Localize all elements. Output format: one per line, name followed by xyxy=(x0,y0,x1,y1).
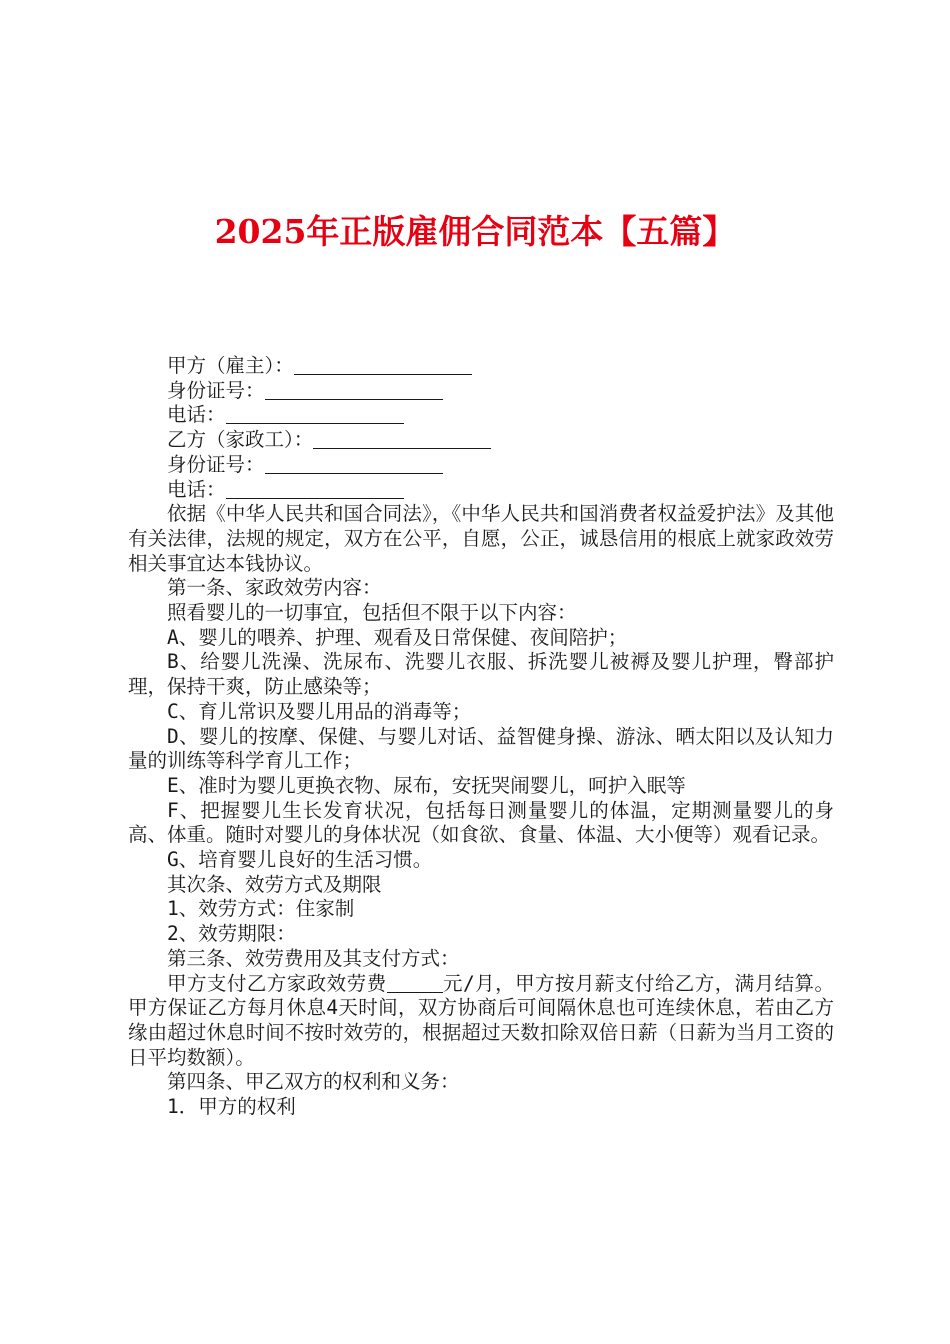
party-a-rights-heading: 1．甲方的权利 xyxy=(167,1095,296,1119)
party-a-label: 甲方（雇主）： xyxy=(167,354,294,377)
item-d: D、婴儿的按摩、保健、与婴儿对话、益智健身操、游泳、晒太阳以及认知力量的训练等科学育儿工作； xyxy=(128,724,834,773)
article-1-lead: 照看婴儿的一切事宜，包括但不限于以下内容： xyxy=(167,601,577,625)
service-term: 2、效劳期限： xyxy=(167,922,296,946)
item-e: E、准时为婴儿更换衣物、尿布，安抚哭闹婴儿，呵护入眠等 xyxy=(167,773,686,797)
item-c: C、育儿常识及婴儿用品的消毒等； xyxy=(167,699,472,723)
intro-paragraph: 依据《中华人民共和国合同法》，《中华人民共和国消费者权益爱护法》及其他有关法律，法规的规定，双方在公平，自愿，公正，诚恳信用的根底上就家政效劳相关事宜达本钱协议。 xyxy=(128,502,834,575)
phone-b-blank[interactable] xyxy=(226,480,404,499)
article-2-heading: 其次条、效劳方式及期限 xyxy=(167,872,382,896)
item-g: G、培育婴儿良好的生活习惯。 xyxy=(167,848,433,872)
fee-paragraph xyxy=(128,972,834,1071)
item-b: B、给婴儿洗澡、洗尿布、洗婴儿衣服、拆洗婴儿被褥及婴儿护理，臀部护理，保持干爽，防止感染等； xyxy=(128,650,834,699)
item-f: F、把握婴儿生长发育状况，包括每日测量婴儿的体温，定期测量婴儿的身高、体重。随时对婴儿的身体状况（如食欲、食量、体温、大小便等）观看记录。 xyxy=(128,798,834,847)
id-a-blank[interactable] xyxy=(265,381,443,400)
phone-b-label: 电话： xyxy=(167,477,226,501)
id-a-field xyxy=(128,379,834,404)
fee-text-before: 甲方支付乙方家政效劳费 xyxy=(167,971,387,995)
party-a-blank[interactable] xyxy=(294,356,472,375)
party-a-field xyxy=(128,354,834,379)
phone-b-field xyxy=(128,478,834,503)
article-3-heading: 第三条、效劳费用及其支付方式： xyxy=(167,946,460,970)
document-title: 2025年正版雇佣合同范本【五篇】 xyxy=(214,212,736,251)
article-4-heading: 第四条、甲乙双方的权利和义务： xyxy=(167,1070,460,1094)
fee-text-after: 元/月，甲方按月薪支付给乙方，满月结算。甲方保证乙方每月休息4天时间，双方协商后可间隔休息也可连续休息，若由乙方缘由超过休息时间不按时效劳的，根据超过天数扣除双倍日薪（日薪为当月工资的日平均数额）。 xyxy=(128,971,834,1069)
phone-a-field xyxy=(128,403,834,428)
party-b-blank[interactable] xyxy=(313,430,491,449)
id-b-field xyxy=(128,453,834,478)
id-b-label: 身份证号： xyxy=(167,452,265,476)
contract-body xyxy=(128,354,834,1120)
fee-blank[interactable] xyxy=(387,974,443,993)
party-b-label: 乙方（家政工）： xyxy=(167,428,314,452)
phone-a-label: 电话： xyxy=(167,403,226,427)
id-b-blank[interactable] xyxy=(265,455,443,474)
phone-a-blank[interactable] xyxy=(226,405,404,424)
id-a-label: 身份证号： xyxy=(167,378,265,402)
service-mode: 1、效劳方式：住家制 xyxy=(167,897,355,921)
item-a: A、婴儿的喂养、护理、观看及日常保健、夜间陪护； xyxy=(167,625,628,649)
party-b-field xyxy=(128,428,834,453)
article-1-heading: 第一条、家政效劳内容： xyxy=(167,576,382,600)
